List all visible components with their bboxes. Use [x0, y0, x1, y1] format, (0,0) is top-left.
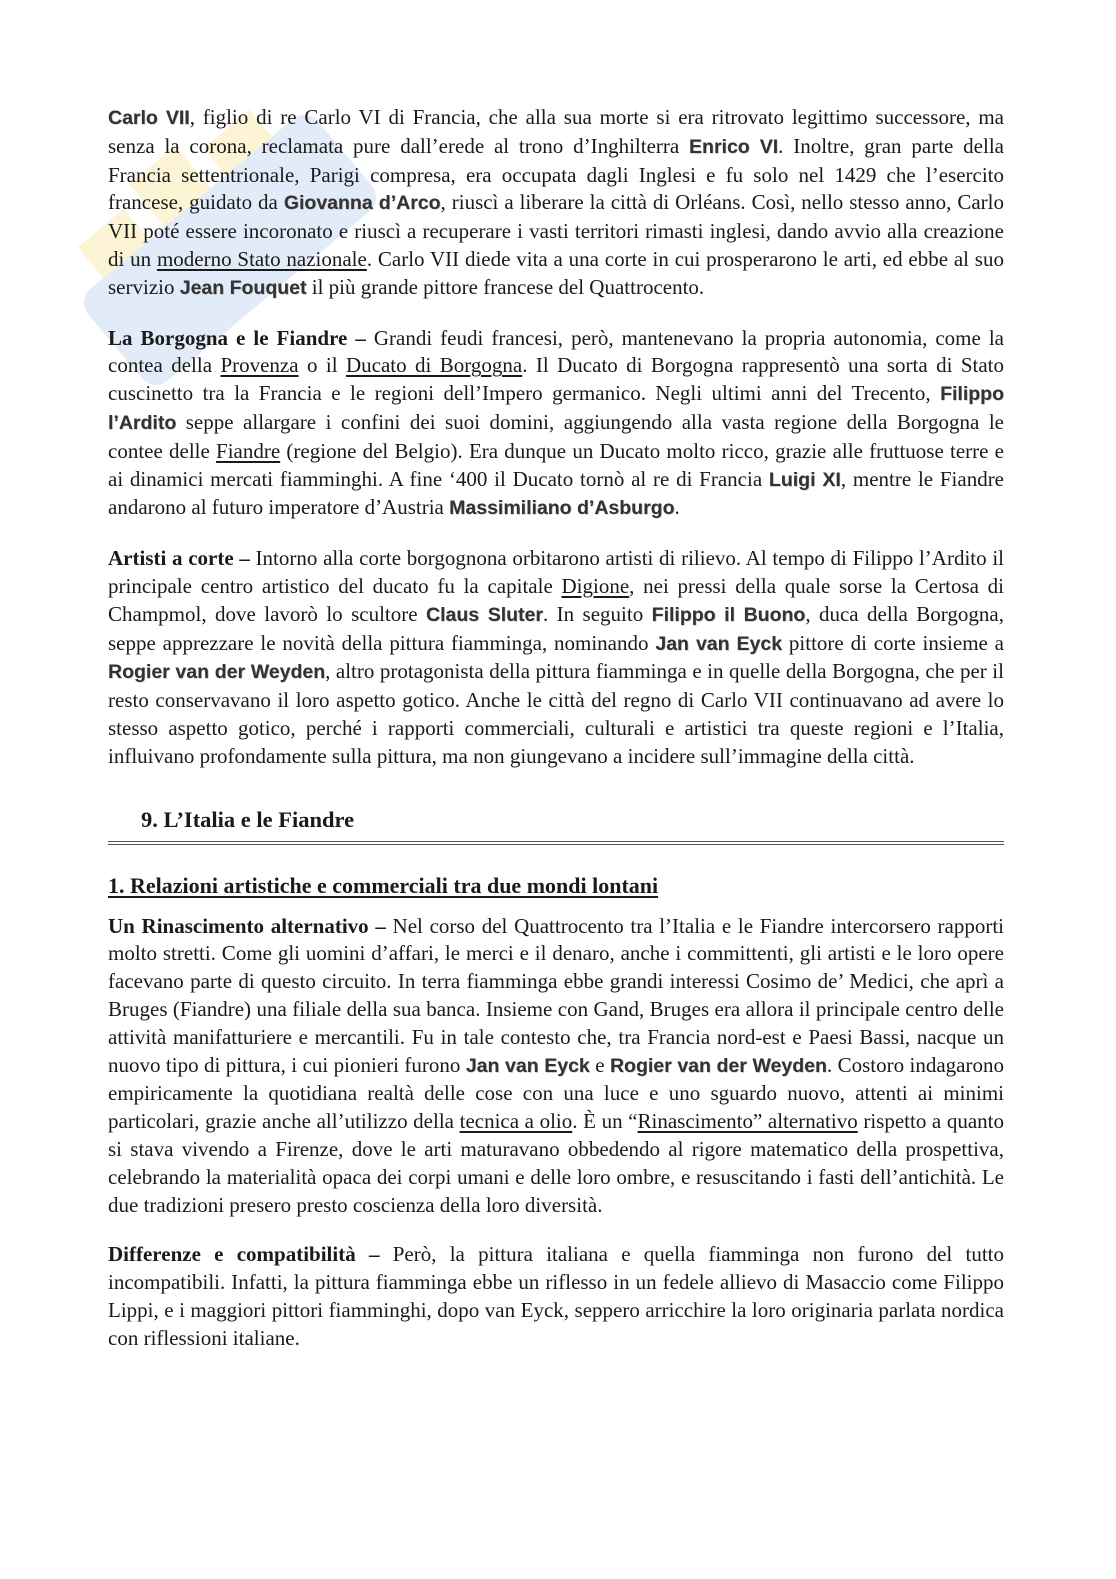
name-jean-fouquet: Jean Fouquet: [179, 276, 307, 299]
paragraph-differenze-compatibilita: Differenze e compatibilità – Però, la pittura italiana e quella fiamminga non furono del tutto incompatibili. Infatti, la pittura fiamminga ebbe un riflesso in un fedele allievo di Masaccio come Filippo Lippi, e i maggiori pittori fiamminghi, dopo van Eyck, seppero arricchire la loro originaria parlata nordica con riflessioni italiane.: [108, 1242, 1004, 1350]
name-enrico-vi: Enrico VI: [689, 135, 779, 158]
paragraph-borgogna-fiandre: La Borgogna e le Fiandre – Grandi feudi francesi, però, mantenevano la propria autonomia, come la contea della Provenza o il Ducato di Borgogna. Il Ducato di Borgogna rappresentò una sorta di Stato cuscinetto tra la Francia e le regioni dell’Impero germanico. Negli ultimi anni del Trecento, Filippo l’Ardito seppe allargare i confini dei suoi domini, aggiungendo alla vasta regione della Borgogna le contee delle Fiandre (regione del Belgio). Era dunque un Ducato molto ricco, grazie alle fruttuose terre e ai dinamici mercati fiamminghi. A fine ‘400 il Ducato tornò al re di Francia Luigi XI, mentre le Fiandre andarono al futuro imperatore d’Austria Massimiliano d’Asburgo.: [108, 325, 1005, 520]
section-title: 1. Relazioni artistiche e commerciali tra due mondi lontani: [108, 872, 659, 898]
underlined-term: moderno Stato nazionale: [156, 246, 367, 271]
paragraph-rinascimento-alternativo: Un Rinascimento alternativo – Nel corso del Quattrocento tra l’Italia e le Fiandre intercorsero rapporti molto stretti. Come gli uomini d’affari, le merci e il denaro, anche i committenti, gli artisti e le loro opere facevano parte di questo circuito. In terra fiamminga ebbe grandi interessi Cosimo de’ Medici, che aprì a Bruges (Fiandre) una filiale della sua banca. Insieme con Gand, Bruges era allora il principale centro delle attività manifatturiere e mercantili. Fu in tale contesto che, tra Francia nord-est e Paesi Bassi, nacque un nuovo tipo di pittura, i cui pionieri furono Jan van Eyck e Rogier van der Weyden. Costoro indagarono empiricamente la quotidiana realtà delle cose con una luce e uno sguardo nuovo, attenti ai minimi particolari, grazie anche all’utilizzo della tecnica a olio. È un “Rinascimento” alternativo rispetto a quanto si stava vivendo a Firenze, dove le arti maturavano obbedendo al rigore matematico della prospettiva, celebrando la materialità opaca dei corpi umani e delle loro ombre, e resuscitando i fasti dell’antichità. Le due tradizioni presero presto coscienza della loro diversità.: [108, 913, 1005, 1217]
paragraph-lead: La Borgogna e le Fiandre –: [108, 325, 366, 350]
name-carlo-vii: Carlo VII: [108, 107, 190, 129]
paragraph-lead: Un Rinascimento alternativo –: [108, 913, 386, 938]
chapter-title: 9. L’Italia e le Fiandre: [108, 805, 1004, 845]
name-giovanna-d-arco: Giovanna d’Arco: [283, 192, 441, 215]
name-jan-van-eyck: Jan van Eyck: [465, 1054, 590, 1077]
paragraph-lead: Artisti a corte –: [108, 546, 250, 571]
name-rogier-van-der-weyden: Rogier van der Weyden: [108, 661, 326, 684]
name-rogier-van-der-weyden: Rogier van der Weyden: [609, 1054, 827, 1077]
underlined-term: tecnica a olio: [459, 1109, 573, 1134]
name-jan-van-eyck: Jan van Eyck: [655, 632, 783, 655]
underlined-term: Provenza: [220, 353, 299, 378]
paragraph-lead: Differenze e compatibilità –: [108, 1242, 380, 1267]
paragraph-carlo-vii: Carlo VII, figlio di re Carlo VI di Francia, che alla sua morte si era ritrovato legittimo successore, ma senza la corona, reclamata pure dall’erede al trono d’Inghilterra Enrico VI. Inoltre, gran parte della Francia settentrionale, Parigi compresa, era occupata dagli Inglesi e fu solo nel 1429 che l’esercito francese, guidato da Giovanna d’Arco, riuscì a liberare la città di Orléans. Così, nello stesso anno, Carlo VII poté essere incoronato e riuscì a recuperare i vasti territori rimasti inglesi, dando avvio alla creazione di un moderno Stato nazionale. Carlo VII diede vita a una corte in cui prosperarono le arti, ed ebbe al suo servizio Jean Fouquet il più grande pittore francese del Quattrocento.: [108, 105, 1004, 299]
name-luigi-xi: Luigi XI: [768, 468, 841, 491]
underlined-term: Ducato di Borgogna: [345, 353, 523, 378]
document-page: [108, 104, 1004, 1352]
name-filippo-il-buono: Filippo il Buono: [651, 603, 806, 626]
underlined-term: Fiandre: [216, 438, 281, 463]
name-claus-sluter: Claus Sluter: [426, 603, 543, 626]
name-massimiliano-d-asburgo: Massimiliano d’Asburgo: [449, 497, 675, 520]
name-filippo-l-ardito: Filippo l’Ardito: [108, 383, 1004, 434]
underlined-term: Rinascimento” alternativo: [637, 1109, 858, 1134]
underlined-term: Digione: [561, 573, 630, 598]
paragraph-artisti-a-corte: Artisti a corte – Intorno alla corte borgognona orbitarono artisti di rilievo. Al tempo di Filippo l’Ardito il principale centro artistico del ducato fu la capitale Digione, nei pressi della quale sorse la Certosa di Champmol, dove lavorò lo scultore Claus Sluter. In seguito Filippo il Buono, duca della Borgogna, seppe apprezzare le novità della pittura fiamminga, nominando Jan van Eyck pittore di corte insieme a Rogier van der Weyden, altro protagonista della pittura fiamminga e in quelle della Borgogna, che per il resto conservavano il loro aspetto gotico. Anche le città del regno di Carlo VII continuavano ad avere lo stesso aspetto gotico, perché i rapporti commerciali, culturali e artistici tra queste regioni e l’Italia, influivano profondamente sulla pittura, ma non giungevano a incidere sull’immagine della città.: [108, 546, 1004, 768]
